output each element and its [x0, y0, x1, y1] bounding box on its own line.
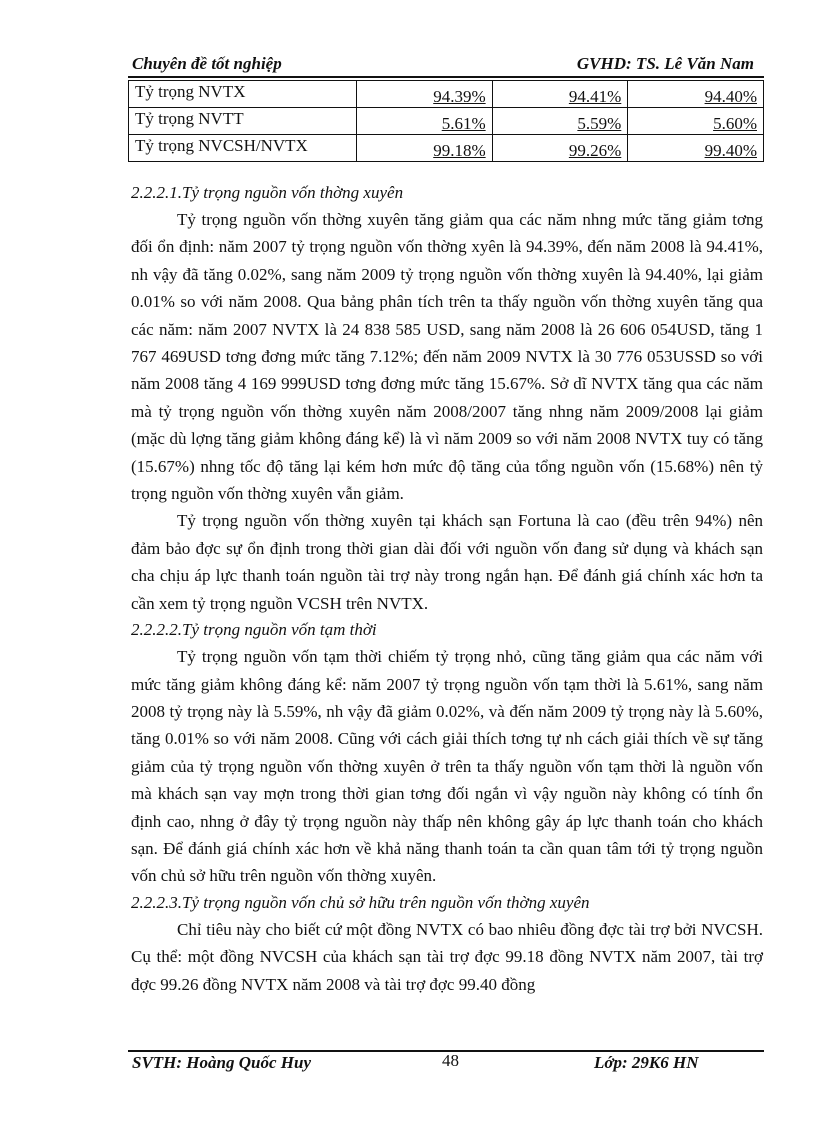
body-paragraph: Tỷ trọng nguồn vốn tạm thời chiếm tỷ trọng nhỏ, cũng tăng giảm qua các năm với mức tăng giảm không đáng kể: năm 2007 tỷ trọng nguồn vốn tạm thời là 5.61%, sang năm 2008 tỷ trọng này là 5.59%, nh vậy đã giảm 0.02%, và đến năm 2009 tỷ trọng này là 5.60%, tăng 0.01% so với năm 2008. Cũng với cách giải thích tơng tự nh cách giải thích về sự tăng giảm của tỷ trọng nguồn vốn thờng xuyên ở trên ta thấy nguồn vốn tạm thời là nguồn vốn mà khách sạn vay mợn trong thời gian tơng đối ngắn vì vậy nguồn này không có tính ổn định cao, nhng ở đây tỷ trọng nguồn này thấp nên không gây áp lực thanh toán cho khách sạn. Để đánh giá chính xác hơn về khả năng thanh toán ta cần quan tâm tới tỷ trọng nguồn vốn chủ sở hữu trên nguồn vốn thờng xuyên.: [131, 647, 763, 886]
footer-class: Lớp: 29K6 HN: [594, 1053, 699, 1072]
cell-2009: 99.40%: [628, 135, 764, 162]
page-header: [132, 52, 762, 76]
section-heading: 2.2.2.2.Tỷ trọng nguồn vốn tạm thời: [131, 620, 377, 640]
cell-2007: 99.18%: [356, 135, 492, 162]
row-label: Tỷ trọng NVCSH/NVTX: [129, 135, 357, 162]
cell-2007: 5.61%: [356, 108, 492, 135]
row-label: Tỷ trọng NVTT: [129, 108, 357, 135]
cell-2007: 94.39%: [356, 81, 492, 108]
cell-2008: 99.26%: [492, 135, 628, 162]
row-label: Tỷ trọng NVTX: [129, 81, 357, 108]
body-paragraph: Tỷ trọng nguồn vốn thờng xuyên tại khách sạn Fortuna là cao (đều trên 94%) nên đảm bảo đợc sự ổn định trong thời gian dài đối với nguồn vốn đang sử dụng và khách sạn cha chịu áp lực thanh toán nguồn tài trợ này trong ngắn hạn. Để đánh giá chính xác hơn ta cần xem tỷ trọng nguồn VCSH trên NVTX.: [131, 511, 763, 613]
ratio-table: [128, 80, 764, 162]
body-paragraph: Tỷ trọng nguồn vốn thờng xuyên tăng giảm qua các năm nhng mức tăng giảm tơng đối ổn định: năm 2007 tỷ trọng nguồn vốn thờng xyên là 94.39%, đến năm 2008 là 94.41%, nh vậy đã tăng 0.02%, sang năm 2009 tỷ trọng nguồn vốn thờng xuyên là 94.40%, lại giảm 0.01% so với năm 2008. Qua bảng phân tích trên ta thấy nguồn vốn thờng xuyên tăng qua các năm: năm 2007 NVTX là 24 838 585 USD, sang năm 2008 là 26 606 054USD, tăng 1 767 469USD tơng đơng mức tăng 7.12%; đến năm 2009 NVTX là 30 776 053USSD so với năm 2008 tăng 4 169 999USD tơng đơng mức tăng 15.67%. Sở dĩ NVTX tăng qua các năm mà tỷ trọng nguồn vốn thờng xuyên năm 2008/2007 tăng nhng năm 2009/2008 lại giảm (mặc dù lợng tăng giảm không đáng kể) là vì năm 2009 so với năm 2008 NVTX tuy có tăng (15.67%) nhng tốc độ tăng lại kém hơn mức độ tăng của tổng nguồn vốn (15.68%) nên tỷ trọng nguồn vốn thờng xuyên vẫn giảm.: [131, 210, 763, 504]
body-content: [131, 180, 763, 998]
cell-2009: 5.60%: [628, 108, 764, 135]
header-advisor: GVHD: TS. Lê Văn Nam: [576, 54, 754, 73]
table-row: [129, 108, 764, 135]
cell-2009: 94.40%: [628, 81, 764, 108]
footer-student: SVTH: Hoàng Quốc Huy: [132, 1053, 311, 1072]
header-rule: [128, 76, 764, 78]
cell-2008: 5.59%: [492, 108, 628, 135]
section-heading: 2.2.2.3.Tỷ trọng nguồn vốn chủ sở hữu trên nguồn vốn thờng xuyên: [131, 892, 590, 912]
table-row: [129, 135, 764, 162]
header-title: Chuyên đề tốt nghiệp: [132, 54, 282, 73]
cell-2008: 94.41%: [492, 81, 628, 108]
table-row: [129, 81, 764, 108]
page-number: 48: [442, 1051, 459, 1070]
page-footer: [132, 1051, 762, 1075]
body-paragraph: Chỉ tiêu này cho biết cứ một đồng NVTX có bao nhiêu đồng đợc tài trợ bởi NVCSH. Cụ thể: một đồng NVCSH của khách sạn tài trợ đợc 99.18 đồng NVTX năm 2007, tài trợ đợc 99.26 đồng NVTX năm 2008 và tài trợ đợc 99.40 đồng: [131, 919, 763, 994]
section-heading: 2.2.2.1.Tỷ trọng nguồn vốn thờng xuyên: [131, 183, 404, 202]
